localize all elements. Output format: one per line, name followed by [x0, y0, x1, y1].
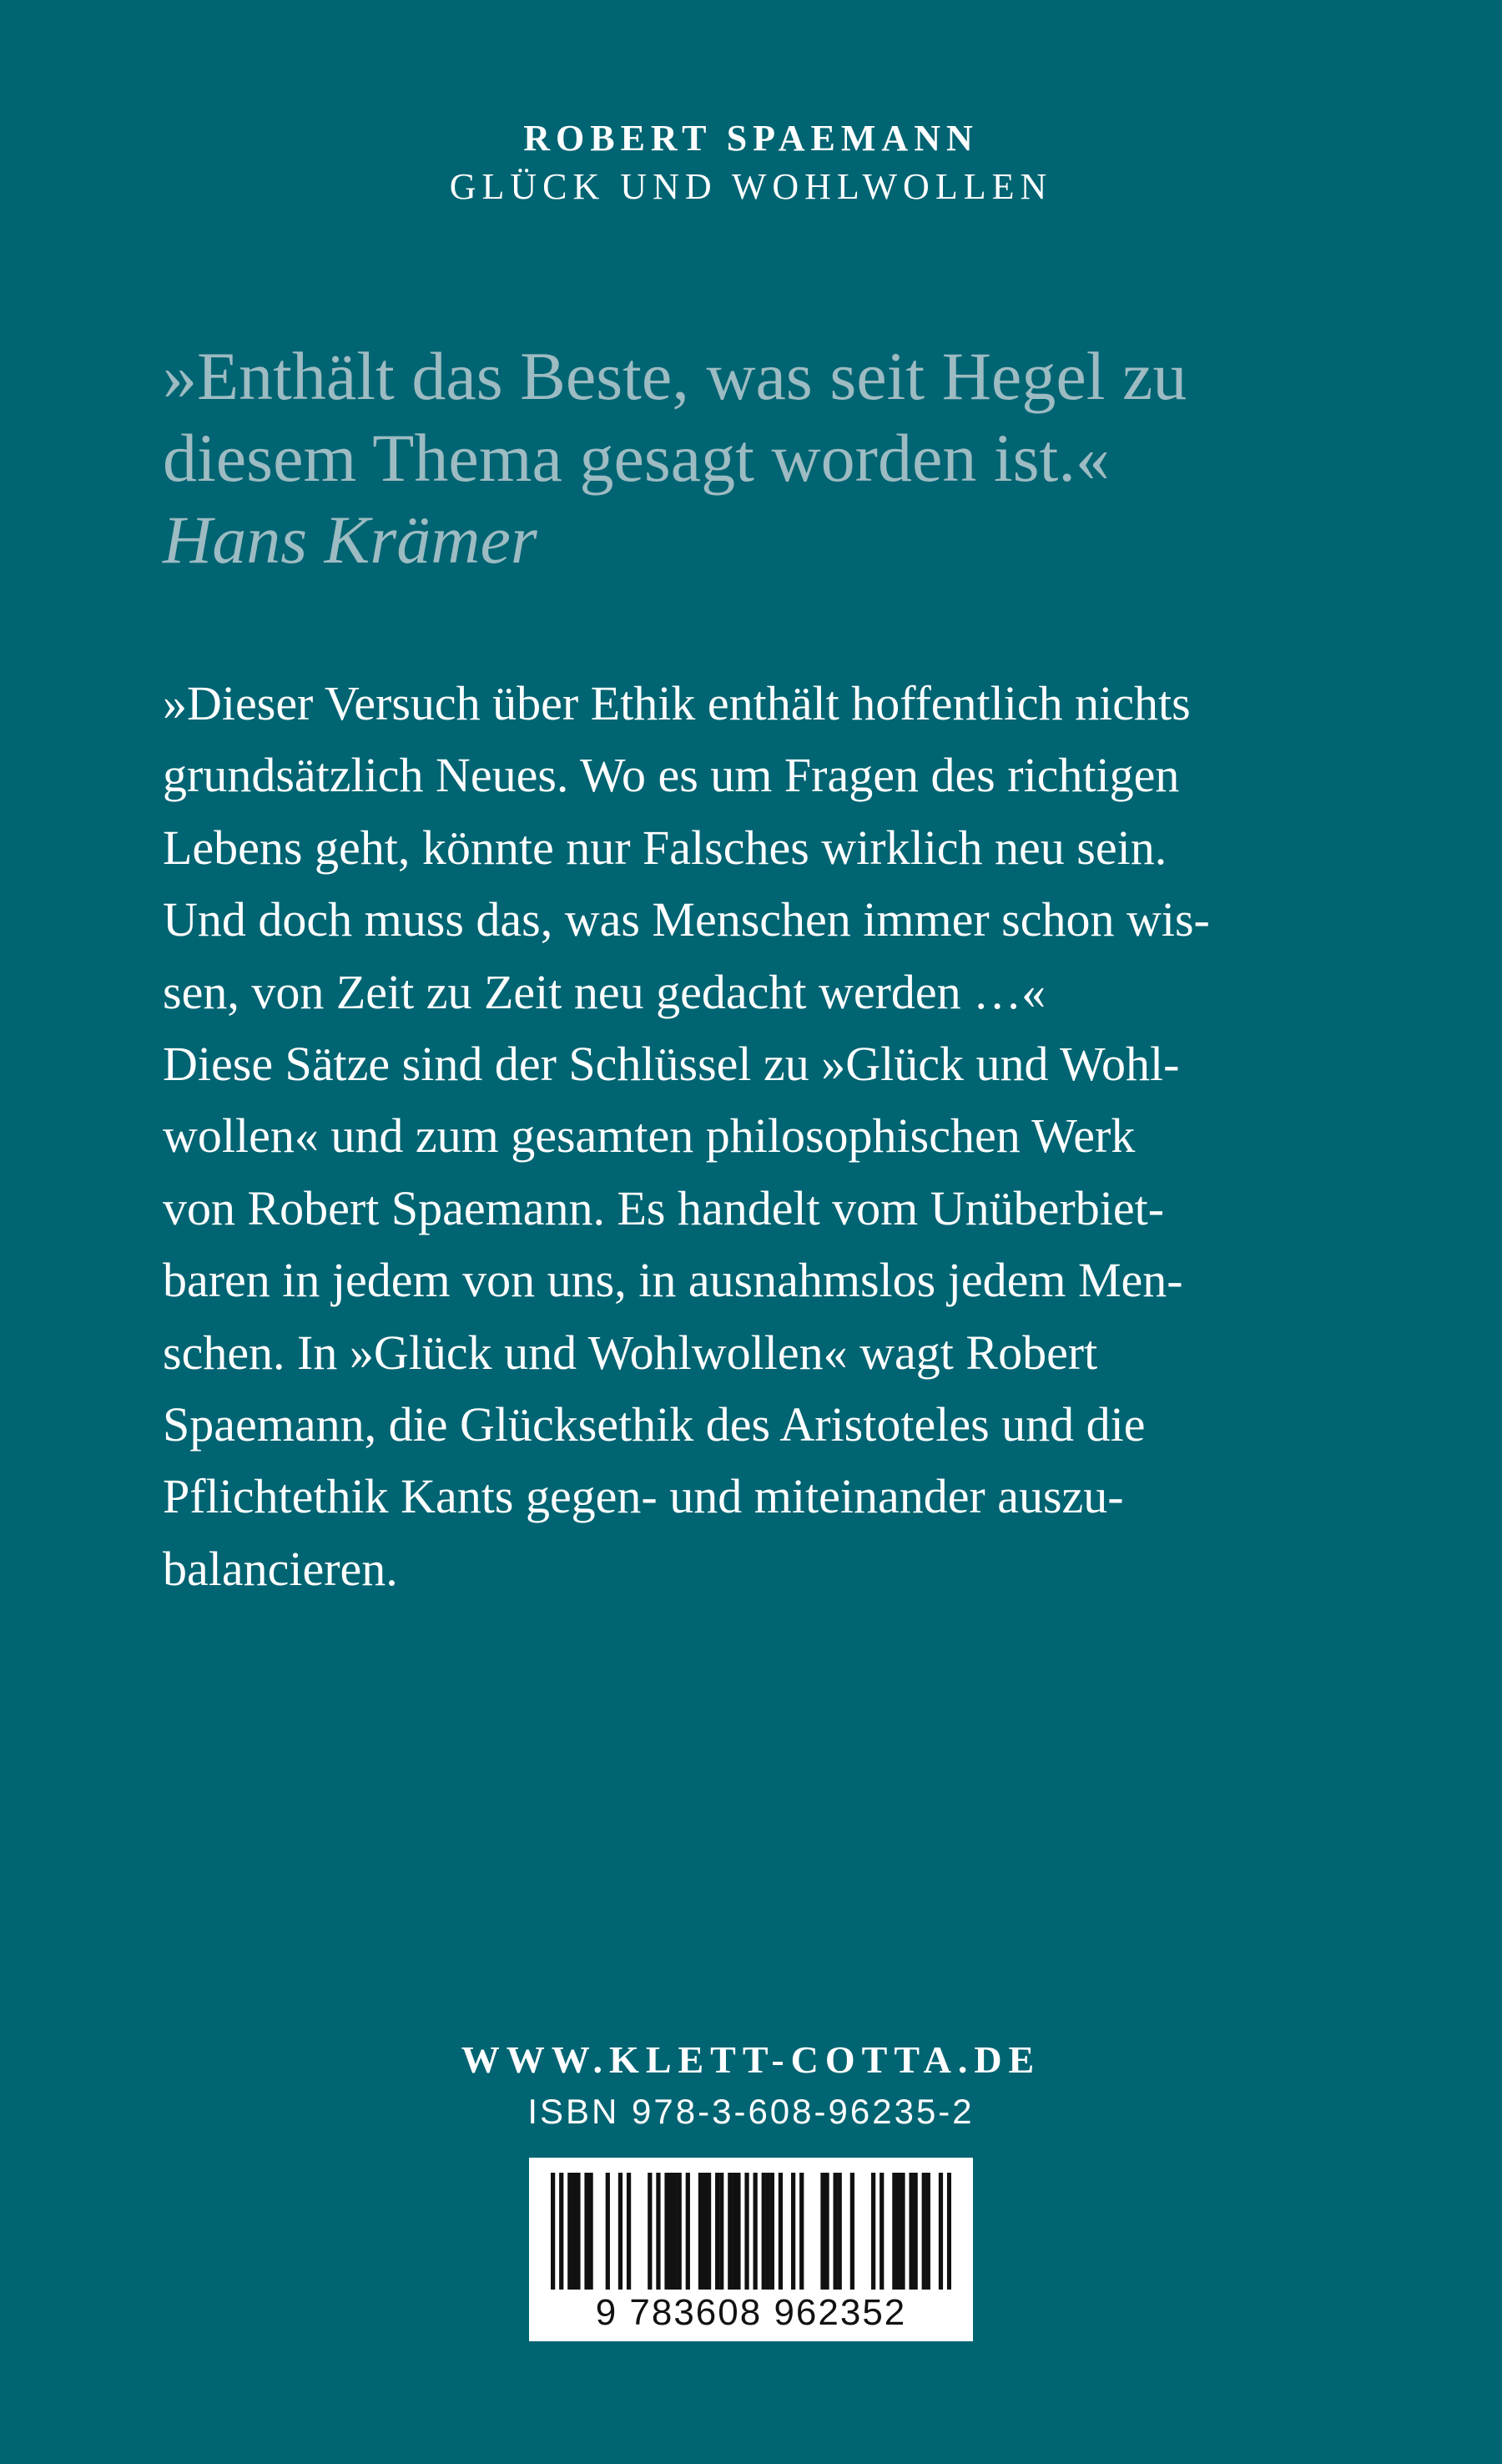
barcode — [529, 2158, 973, 2341]
quote-line: »Enthält das Beste, was seit Hegel zu — [163, 338, 1187, 414]
blurb-line: von Robert Spaemann. Es handelt vom Unüberbiet- — [163, 1180, 1165, 1235]
barcode-bar — [922, 2173, 926, 2290]
barcode-bar — [791, 2173, 795, 2290]
barcode-bar — [572, 2173, 576, 2290]
barcode-bar — [850, 2173, 854, 2290]
barcode-bar — [770, 2173, 774, 2290]
quote-line: diesem Thema gesagt worden ist.« — [163, 420, 1110, 496]
barcode-bar — [584, 2173, 588, 2290]
barcode-bar — [551, 2173, 555, 2290]
barcode-bar — [754, 2173, 758, 2290]
barcode-bar — [588, 2173, 592, 2290]
barcode-bar — [686, 2173, 690, 2290]
blurb-text — [163, 668, 1381, 1605]
barcode-bar — [719, 2173, 723, 2290]
barcode-bar — [698, 2173, 703, 2290]
author-name: ROBERT SPAEMANN — [523, 118, 979, 159]
barcode-bar — [871, 2173, 875, 2290]
barcode-bar — [909, 2173, 913, 2290]
barcode-bar — [939, 2173, 943, 2290]
barcode-bar — [892, 2173, 896, 2290]
blurb-line: sen, von Zeit zu Zeit neu gedacht werden …« — [163, 964, 1046, 1019]
blurb-line: baren in jedem von uns, in ausnahmslos jedem Men- — [163, 1253, 1183, 1308]
barcode-bar — [947, 2173, 951, 2290]
barcode-bar — [834, 2173, 838, 2290]
barcode-bar — [900, 2173, 905, 2290]
barcode-bar — [914, 2173, 918, 2290]
barcode-bar — [567, 2173, 572, 2290]
barcode-bar — [824, 2173, 829, 2290]
barcode-bar — [820, 2173, 824, 2290]
publisher-website: WWW.KLETT-COTTA.DE — [461, 2038, 1041, 2081]
barcode-bar — [678, 2173, 682, 2290]
barcode-bar — [627, 2173, 631, 2290]
blurb-line: Lebens geht, könnte nur Falsches wirklich neu sein. — [163, 820, 1167, 875]
barcode-bar — [880, 2173, 884, 2290]
blurb-line: grundsätzlich Neues. Wo es um Fragen des richtigen — [163, 748, 1180, 803]
blurb-line: »Dieser Versuch über Ethik enthält hoffentlich nichts — [163, 676, 1191, 730]
barcode-bar — [656, 2173, 660, 2290]
barcode-bar — [926, 2173, 930, 2290]
barcode-digits: 9 783608 962352 — [595, 2292, 907, 2333]
barcode-bar — [576, 2173, 580, 2290]
barcode-bar — [896, 2173, 900, 2290]
barcode-bar — [744, 2173, 748, 2290]
barcode-bar — [559, 2173, 563, 2290]
barcode-bar — [838, 2173, 842, 2290]
isbn-number: ISBN 978-3-608-96235-2 — [527, 2092, 975, 2131]
barcode-bar — [728, 2173, 732, 2290]
barcode-bars — [551, 2173, 951, 2290]
barcode-bar — [664, 2173, 668, 2290]
barcode-bar — [668, 2173, 673, 2290]
blurb-line: wollen« und zum gesamten philosophischen Werk — [163, 1108, 1136, 1164]
barcode-bar — [648, 2173, 652, 2290]
blurb-line: Und doch muss das, was Menschen immer schon wis- — [163, 892, 1210, 947]
barcode-bar — [766, 2173, 770, 2290]
barcode-bar — [732, 2173, 736, 2290]
quote-source: Hans Krämer — [163, 502, 537, 578]
barcode-bar — [707, 2173, 711, 2290]
barcode-bar — [762, 2173, 766, 2290]
blurb-line: Diese Sätze sind der Schlüssel zu »Glück und Wohl- — [163, 1037, 1180, 1092]
blurb-line: Spaemann, die Glücksethik des Aristoteles und die — [163, 1397, 1146, 1452]
barcode-bar — [779, 2173, 783, 2290]
barcode-bar — [673, 2173, 678, 2290]
book-title: GLÜCK UND WOHLWOLLEN — [449, 166, 1053, 207]
barcode-bar — [703, 2173, 707, 2290]
barcode-bar — [715, 2173, 719, 2290]
blurb-line: Pflichtethik Kants gegen- und miteinander auszu- — [163, 1469, 1124, 1524]
barcode-bar — [618, 2173, 622, 2290]
blurb-line: schen. In »Glück und Wohlwollen« wagt Robert — [163, 1325, 1098, 1380]
barcode-bar — [799, 2173, 804, 2290]
blurb-line: balancieren. — [163, 1541, 398, 1596]
review-quote — [163, 336, 1398, 581]
barcode-bar — [606, 2173, 610, 2290]
barcode-bar — [736, 2173, 740, 2290]
